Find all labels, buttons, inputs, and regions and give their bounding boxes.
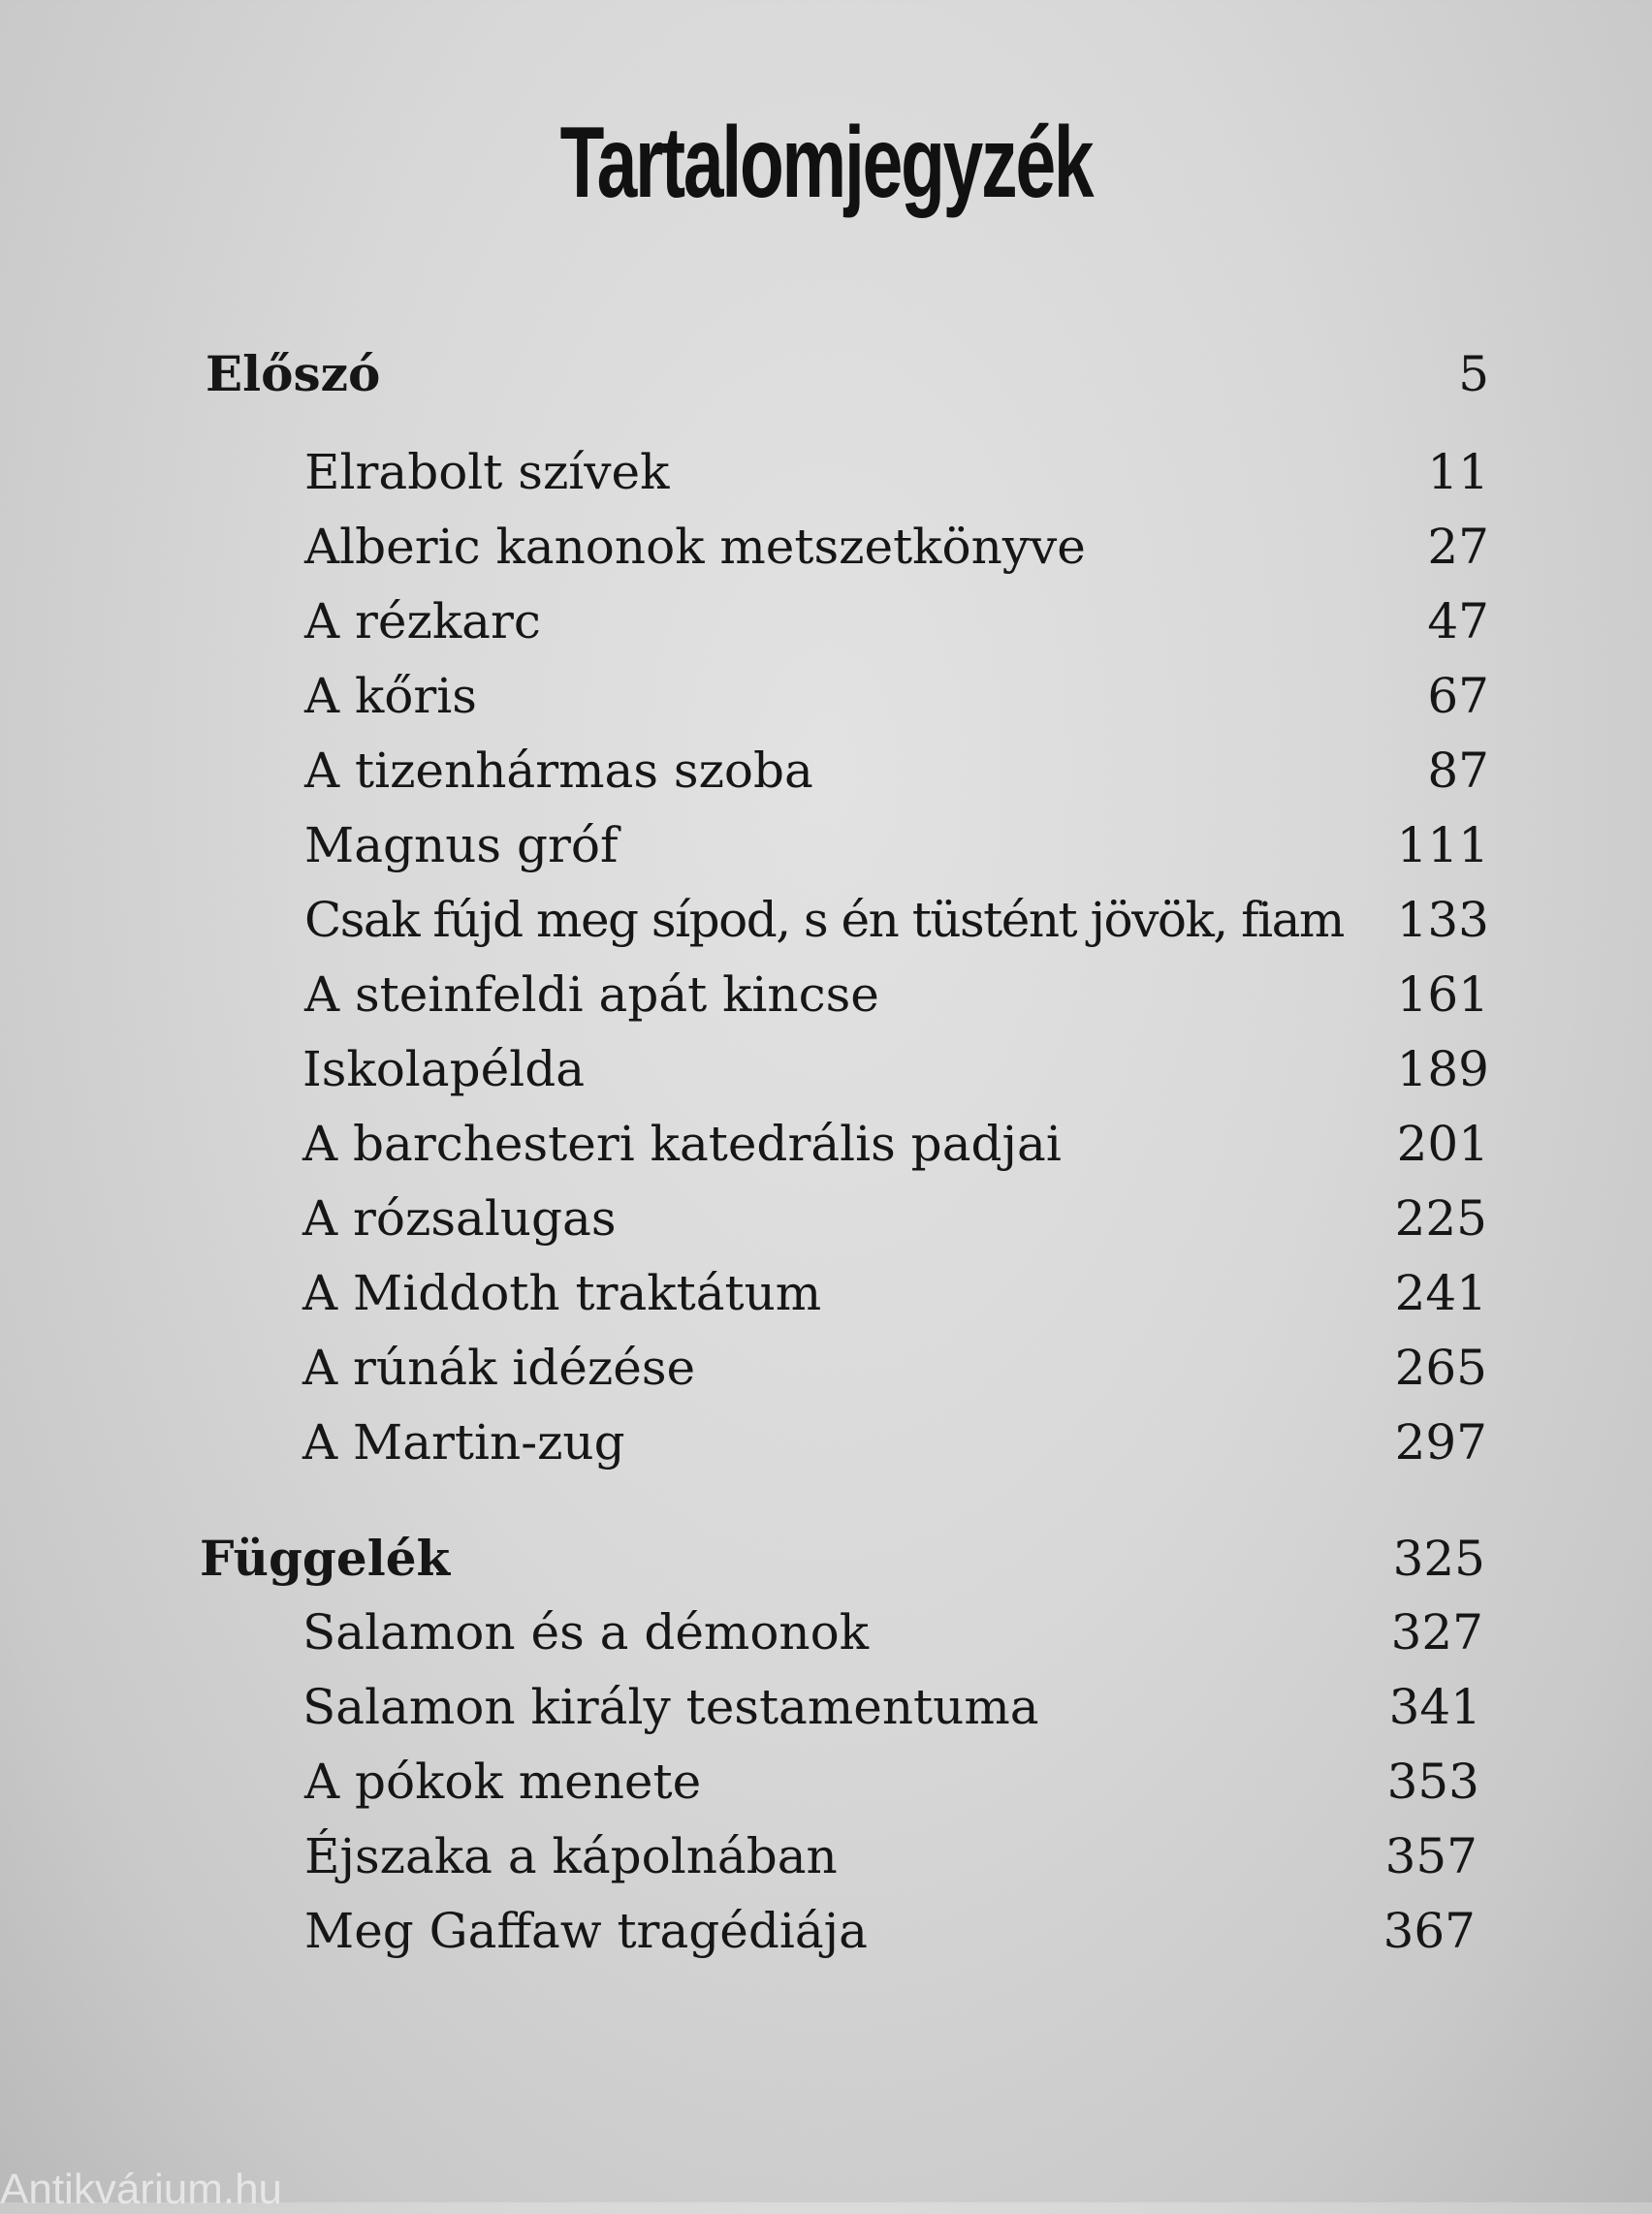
section-title: Előszó	[206, 345, 381, 402]
page-number: 327	[1390, 1604, 1483, 1660]
toc-entry	[304, 1751, 1479, 1813]
page-number: 5	[1458, 346, 1489, 402]
entry-title: A steinfeldi apát kincse	[304, 966, 879, 1023]
page-number: 27	[1427, 519, 1489, 575]
page-number: 225	[1394, 1190, 1487, 1247]
toc-entry	[302, 1411, 1487, 1473]
page-number: 11	[1427, 444, 1489, 500]
toc-entry	[304, 441, 1489, 503]
toc-entry	[304, 1900, 1476, 1962]
page-number: 353	[1386, 1754, 1479, 1810]
entry-title: Iskolapélda	[302, 1041, 586, 1097]
toc-entry	[302, 1113, 1489, 1175]
toc-entry	[302, 1262, 1487, 1324]
page-number: 367	[1382, 1903, 1476, 1959]
page-number: 161	[1396, 966, 1489, 1023]
toc-section-heading	[200, 1528, 1485, 1590]
page-number: 189	[1396, 1041, 1489, 1097]
page-number: 87	[1427, 743, 1489, 799]
entry-title: Meg Gaffaw tragédiája	[304, 1903, 868, 1959]
section-title: Függelék	[200, 1530, 451, 1587]
page-number: 325	[1392, 1531, 1485, 1587]
toc-entry	[304, 964, 1489, 1026]
page-number: 67	[1427, 668, 1489, 724]
entry-title: Éjszaka a kápolnában	[304, 1828, 838, 1884]
page-number: 201	[1396, 1116, 1489, 1172]
entry-title: Salamon és a démonok	[302, 1604, 870, 1660]
toc-entry	[302, 1601, 1483, 1663]
entry-title: Csak fújd meg sípod, s én tüstént jövök, fiam	[304, 892, 1344, 948]
page-title: Tartalomjegyzék	[559, 107, 1093, 219]
entry-title: Alberic kanonok metszetkönyve	[304, 519, 1086, 575]
entry-title: A rúnák idézése	[302, 1340, 696, 1396]
entry-title: A Middoth traktátum	[302, 1265, 822, 1321]
page-number: 111	[1396, 817, 1489, 873]
page-number: 297	[1394, 1414, 1487, 1471]
entry-title: A pókok menete	[304, 1754, 702, 1810]
toc-entry	[304, 1825, 1477, 1887]
toc-entry	[302, 1676, 1481, 1738]
entry-title: Magnus gróf	[304, 817, 619, 873]
entry-title: A barchesteri katedrális padjai	[302, 1116, 1062, 1172]
toc-entry	[304, 665, 1489, 727]
toc-entry	[302, 1337, 1487, 1399]
page-number: 241	[1394, 1265, 1487, 1321]
toc-entry	[304, 814, 1489, 876]
entry-title: A tizenhármas szoba	[304, 743, 813, 799]
page-number: 341	[1388, 1679, 1481, 1735]
toc-entry	[304, 740, 1489, 802]
toc-entry	[304, 516, 1489, 578]
toc-entry	[304, 889, 1489, 951]
toc-entry	[304, 590, 1489, 652]
page-number: 357	[1384, 1828, 1477, 1884]
toc-section-heading	[206, 343, 1489, 405]
entry-title: Salamon király testamentuma	[302, 1679, 1039, 1735]
toc-entry	[302, 1038, 1489, 1100]
entry-title: A rózsalugas	[302, 1190, 617, 1247]
entry-title: A kőris	[304, 668, 477, 724]
page-number: 265	[1394, 1340, 1487, 1396]
page-number: 47	[1427, 593, 1489, 649]
toc-entry	[302, 1187, 1487, 1249]
entry-title: Elrabolt szívek	[304, 444, 670, 500]
entry-title: A Martin-zug	[302, 1414, 625, 1471]
entry-title: A rézkarc	[304, 593, 541, 649]
watermark: Antikvárium.hu	[0, 2166, 283, 2213]
page-number: 133	[1396, 892, 1489, 948]
